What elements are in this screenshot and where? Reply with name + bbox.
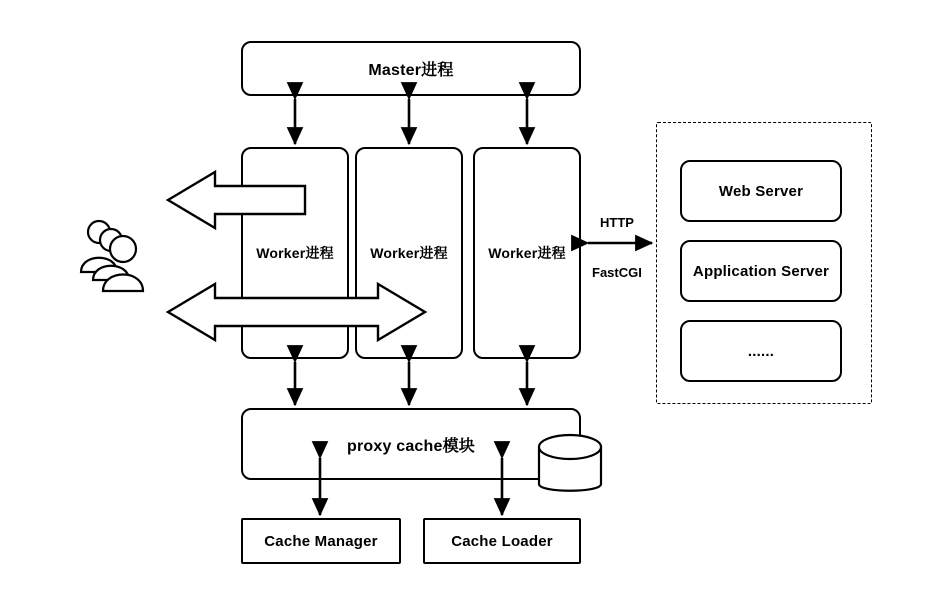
edge-label-fastcgi: FastCGI bbox=[592, 265, 642, 280]
node-cache-manager[interactable] bbox=[241, 518, 401, 564]
node-cache-manager-label: Cache Manager bbox=[264, 532, 378, 550]
node-cache-loader-label: Cache Loader bbox=[451, 532, 553, 550]
node-master-process-label: Master进程 bbox=[368, 62, 454, 79]
node-web-server[interactable] bbox=[680, 160, 842, 222]
node-application-server-label: Application Server bbox=[692, 262, 830, 280]
users-icon bbox=[81, 221, 143, 291]
node-worker-process-2-label: Worker进程 bbox=[370, 245, 448, 261]
node-application-server[interactable] bbox=[680, 240, 842, 302]
node-worker-process-3[interactable] bbox=[473, 147, 581, 359]
node-proxy-cache-module-label: proxy cache模块 bbox=[347, 437, 475, 455]
node-backend-more-label: ...... bbox=[747, 342, 775, 360]
node-backend-more[interactable] bbox=[680, 320, 842, 382]
node-worker-process-3-label: Worker进程 bbox=[488, 245, 566, 261]
node-proxy-cache-module[interactable] bbox=[241, 408, 581, 480]
node-master-process[interactable] bbox=[241, 41, 581, 96]
node-worker-process-1[interactable] bbox=[241, 147, 349, 359]
edge-label-http: HTTP bbox=[600, 215, 634, 230]
node-worker-process-1-label: Worker进程 bbox=[256, 245, 334, 261]
node-cache-loader[interactable] bbox=[423, 518, 581, 564]
node-worker-process-2[interactable] bbox=[355, 147, 463, 359]
node-web-server-label: Web Server bbox=[718, 182, 804, 200]
